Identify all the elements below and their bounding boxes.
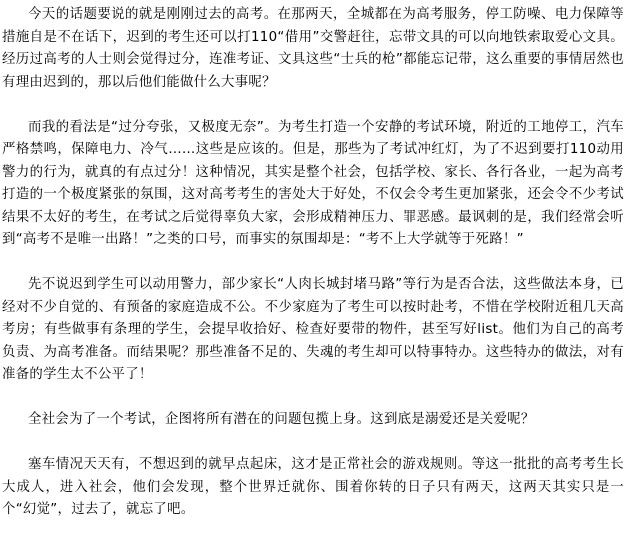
paragraph-view: 而我的看法是“过分夸张，又极度无奈”。为考生打造一个安静的考试环境，附近的工地停工，汽车严格禁鸣，保障电力、冷气……这些是应该的。但是，那些为了考试冲红灯，为了不迟到要打110动用警力的行为，就真的有点过分！这种情况，其实是整个社会，包括学校、家长、各行各业，一起为高考打造的一个极度紧张的氛围，这对高考考生的害处大于好处，不仅会令考生更加紧张，还会令不少考试结果不太好的考生，在考试之后觉得辜负大家，会形成精神压力、罪恶感。最讽刺的是，我们经常会听到“高考不是唯一出路！”之类的口号，而事实的氛围却是：“考不上大学就等于死路！” [2,119,624,247]
paragraph-conclusion: 塞车情况天天有，不想迟到的就早点起床，这才是正常社会的游戏规则。等这一批批的高考考生长大成人，进入社会，他们会发现，整个世界迁就你、围着你转的日子只有两天，这两天其实只是一个“幻觉”，过去了，就忘了吧。 [2,457,624,517]
paragraph-question: 全社会为了一个考试，企图将所有潜在的问题包揽上身。这到底是溺爱还是关爱呢？ [28,412,535,427]
paragraph-intro: 今天的话题要说的就是刚刚过去的高考。在那两天，全城都在为高考服务，停工防噪、电力保障等措施自是不在话下，迟到的考生还可以打110“借用”交警赶往，忘带文具的可以向地铁索取爱心文具。经历过高考的人士则会觉得过分，连准考证、文具这些“士兵的枪”都能忘记带，这么重要的事情居然也有理由迟到的，那以后他们能做什么大事呢？ [2,7,624,90]
article-body [2,4,624,522]
paragraph-fairness: 先不说迟到学生可以动用警力，部少家长“人肉长城封堵马路”等行为是否合法，这些做法本身，已经对不少自觉的、有预备的家庭造成不公。不少家庭为了考生可以按时赴考，不惜在学校附近租几天高考房；有些做事有条理的学生，会提早收拾好、检查好要带的物件，甚至写好list。他们为自己的高考负责、为高考准备。而结果呢？那些准备不足的、失魂的考生却可以特事特办。这些特办的做法，对有准备的学生太不公平了！ [2,277,624,382]
